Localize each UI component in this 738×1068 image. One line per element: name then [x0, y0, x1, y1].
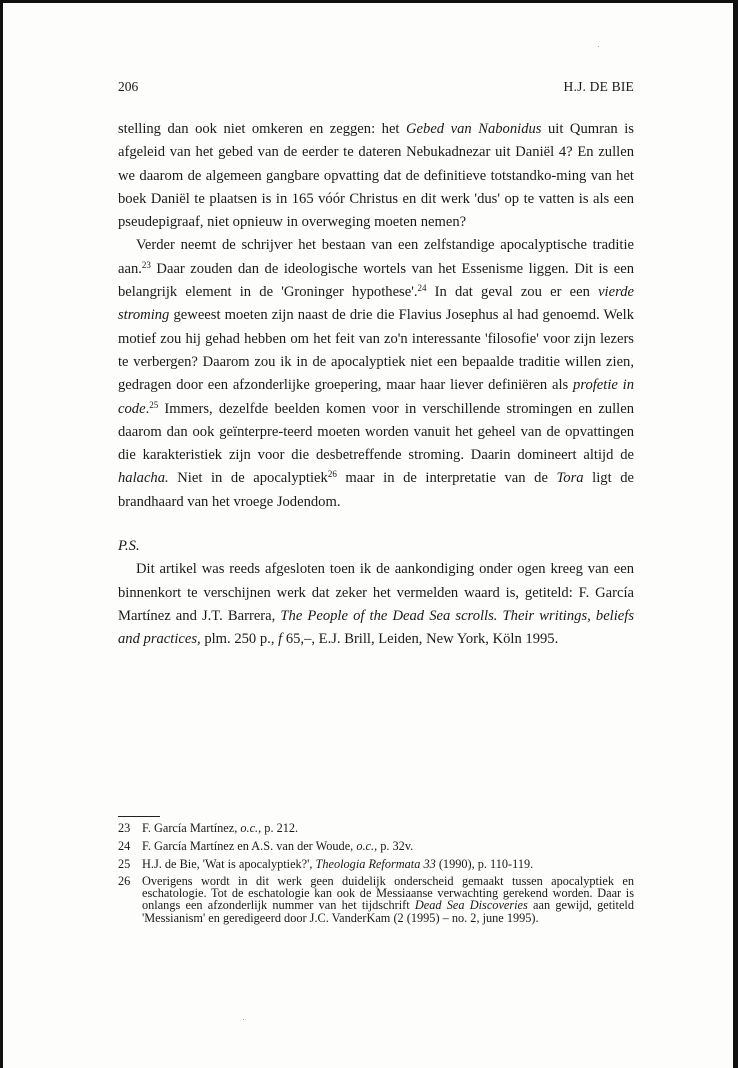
scan-border-top [0, 0, 738, 3]
footnote-number: 24 [118, 839, 131, 853]
text-run: Overigens wordt in dit werk geen duidelijk onderscheid gemaakt tussen apocalyptiek en eschatologie. Tot de eschatologie kan ook de Messiaanse verwachting gerekend worden. Daar is onlangs een afzonderlijk nummer van het tijdschrift [142, 874, 634, 913]
text-run: Verder neemt de schrijver het bestaan van een zelfstandige apocalyptische traditie aan. [118, 237, 634, 277]
footnote-25 [118, 857, 634, 872]
text-run: . [145, 400, 150, 417]
italic-term: halacha. [118, 470, 169, 487]
text-run: stelling dan ook niet omkeren en zeggen: het [118, 121, 407, 137]
text-run: geweest moeten zijn naast de drie die Flavius Josephus al had genoemd. Welk motief zou hij gehad hebben om het feit van zo'n interessante 'filosofie' voor zijn lezers te verbergen? Daarom zou ik in de apocalyptiek niet een bepaalde traditie willen zien, gedragen door een afzonderlijke groepering, maar haar liever definiëren als [118, 307, 634, 394]
text-run: p. 32v. [377, 839, 414, 853]
footnotes [118, 821, 634, 926]
footnote-26 [118, 875, 634, 924]
paragraph-2 [118, 234, 634, 514]
italic-term: o.c., [356, 839, 378, 853]
italic-term: o.c., [240, 821, 262, 835]
body-text [118, 118, 634, 652]
footnote-ref-25[interactable]: 25 [149, 399, 159, 410]
footnote-ref-24[interactable]: 24 [417, 283, 427, 294]
footnote-23 [118, 821, 634, 836]
paragraph-1 [118, 118, 634, 234]
postscript-label: P.S. [118, 538, 140, 555]
text-run: uit Qumran is afgeleid van het gebed van de eerder te dateren Nebukadnezar uit Daniël 4? En zullen we daarom de algemeen gangbare opvatting dat de definitieve totstandko-ming van het boek Daniël te plaatsen is in 165 vóór Christus en dit werk 'dus' op te vatten is als een pseudepigraaf, niet opnieuw in overweging moeten nemen? [118, 121, 634, 231]
running-title: H.J. DE BIE [563, 79, 634, 94]
page-number: 206 [118, 79, 139, 94]
text-run: F. García Martínez en A.S. van der Woude, [142, 839, 357, 853]
text-run: F. García Martínez, [142, 821, 241, 835]
text-run: aan gewijd, getiteld 'Messianism' en geredigeerd door J.C. VanderKam (2 (1995) – no. 2, june 1995). [142, 898, 634, 925]
scan-border-left [0, 0, 3, 1068]
text-run: plm. 250 p., [200, 631, 279, 648]
italic-title: Gebed van Nabonidus [406, 121, 542, 137]
italic-title: The People of the Dead Sea scrolls. Their writings, beliefs and practices, [118, 607, 634, 648]
footnote-ref-23[interactable]: 23 [141, 259, 151, 270]
footnote-24 [118, 839, 634, 854]
text-run: Niet in de apocalyptiek [168, 470, 328, 487]
scan-speck [598, 46, 599, 47]
text-run: In dat geval zou er een [426, 284, 599, 301]
text-run: Immers, dezelfde beelden komen voor in verschillende stromingen en zullen daarom dan ook geïnterpre-teerd moeten worden vanuit het geheel van de opvattingen die karakteristiek zijn voor die desbetreffende stroming. Daarin domineert altijd de [118, 400, 634, 464]
text-run: p. 212. [261, 821, 299, 835]
text-run: 65,–, E.J. Brill, Leiden, New York, Köln 1995. [282, 631, 559, 648]
text-run: Dit artikel was reeds afgesloten toen ik de aankondiging onder ogen kreeg van een binnenkort te verschijnen werk dat zeker het vermelden waard is, getiteld: F. García Martínez and J.T. Barrera, [118, 561, 634, 624]
scan-speck [243, 1019, 244, 1020]
footnote-number: 26 [118, 874, 131, 888]
postscript-paragraph [118, 558, 634, 651]
italic-title: Dead Sea Discoveries [414, 898, 528, 913]
scan-border-right [733, 0, 738, 1068]
italic-term: Tora [556, 470, 584, 487]
footnote-ref-26[interactable]: 26 [327, 469, 337, 480]
text-run: ligt de brandhaard van het vroege Jodendom. [118, 470, 634, 510]
text-run: (1990), p. 110-119. [435, 857, 534, 871]
text-run: H.J. de Bie, 'Wat is apocalyptiek?', [142, 857, 316, 871]
italic-title: Theologia Reformata 33 [315, 857, 436, 871]
footnote-number: 23 [118, 821, 131, 835]
footnote-rule [118, 816, 160, 817]
italic-term: vierde stroming [118, 284, 634, 324]
italic-term: profetie in code [118, 377, 634, 417]
text-run: maar in de interpretatie van de [336, 470, 557, 487]
italic-currency: f [278, 631, 283, 648]
footnote-number: 25 [118, 857, 131, 871]
text-run: Daar zouden dan de ideologische wortels van het Essenisme liggen. Dit is een belangrijk element in de 'Groninger hypothese'. [118, 260, 634, 301]
